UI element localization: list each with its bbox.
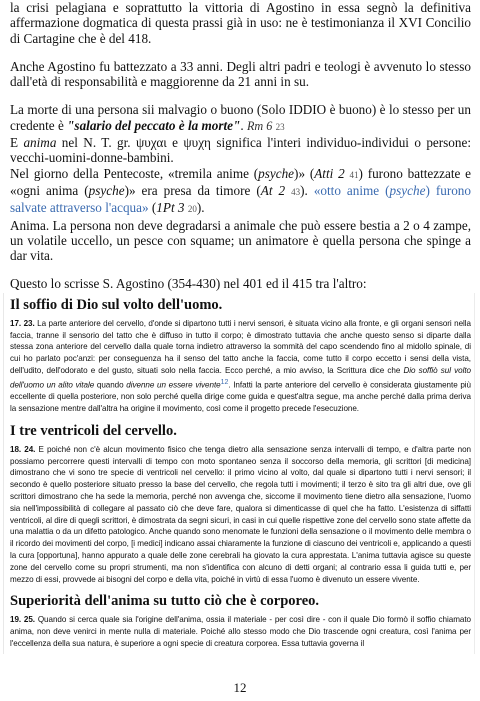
text: ) furono salvate attraverso l'acqua» <box>10 182 471 216</box>
text: )» era presa da timore ( <box>124 182 261 198</box>
word-psyche: psyche <box>88 182 125 198</box>
section-number: 19. 25. <box>10 615 36 625</box>
section-text-superiorita <box>10 614 471 649</box>
paragraph-anima-def: Anima. La persona non deve degradarsi a animale che può essere bestia a 2 o 4 zampe, un volatile uccello, un pesce con squame; un animatore è quella persona che spinge a dar vita. <box>10 217 471 264</box>
quote: Dio soffiò sul volto dell'uomo un alito vitale <box>10 365 471 390</box>
text: ( <box>148 200 157 216</box>
footnote-link[interactable]: 12 <box>220 378 229 386</box>
section-title-soffio: Il soffio di Dio sul volto dell'uomo. <box>10 296 223 313</box>
text: ). <box>300 182 314 198</box>
text: )» ( <box>294 165 315 181</box>
paragraph-pentecoste <box>10 166 471 218</box>
word-psyche: psyche <box>389 182 426 198</box>
paragraph-intro: la crisi pelagiana e soprattutto la vittoria di Agostino in essa segnò la definitiva affermazione dogmatica di questa prassi già in uso: ne è testimonianza il XVI Concilio di Cartagine che è del 418. <box>10 0 471 46</box>
ref-atti: Atti 2 <box>314 165 345 181</box>
section-text-ventricoli <box>10 444 471 586</box>
text: «otto anime ( <box>313 182 390 198</box>
ref-pt: 1Pt 3 <box>156 200 185 216</box>
text: Quando si cerca quale sia l'origine dell'anima, ossia il materiale - per così dire - con il quale Dio formò il soffio chiamato anima, non deve venirci in mente nulla di materiale. Poiché allo stesso modo che Dio trascende ogni creatura, così l'anima per l'eccellenza della sua natura, è superiore a ogni specie di creatura corporea. Essa tuttavia governa il <box>10 615 472 648</box>
ref-atti-verse: 41 <box>349 169 359 180</box>
text: La morte di una persona sii malvagio o buono (Solo IDDIO è buono) è lo stesso per un credente è <box>10 102 471 133</box>
text: ). <box>196 200 205 216</box>
page-number: 12 <box>233 680 247 695</box>
ref-rm-verse: 23 <box>275 121 285 132</box>
word-psyche: psyche <box>258 165 295 181</box>
paragraph-questo: Questo lo scrisse S. Agostino (354-430) nel 401 ed il 415 tra l'altro: <box>10 276 367 292</box>
paragraph-agostino: Anche Agostino fu battezzato a 33 anni. Degli altri padri e teologi è avvenuto lo stesso dall'età di responsabilità e maggiorenne da 21 anni in su. <box>10 58 471 90</box>
quoted-excerpt <box>10 297 471 650</box>
section-title-superiorita: Superiorità dell'anima su tutto ciò che è corporeo. <box>10 593 320 610</box>
section-number: 17. 23. <box>10 318 35 328</box>
paragraph-anima-greek <box>10 135 471 166</box>
text: La parte anteriore del cervello, d'onde si dipartono tutti i nervi sensori, è situata vicino alla fronte, e gli organi sensori nella faccia, tranne il sensorio del tatto che è diffuso in tutto il corpo; è dimostrato tuttavia che anche questo senso si diparte dalla stessa zona anteriore del cervello dalla quale torna indietro attraverso la sommità del capo scendendo fino al midollo spinale, di cui ho parlato poc'anzi: per conseguenza ha il senso del tatto anche la faccia, come tutto il corpo eccetto i sensi della vista, dell'udito, dell'odorato e del gusto, situati solo nella faccia. Ecco perché, a mio avviso, la Scrittura dice che <box>10 318 471 375</box>
ref-at: At 2 <box>260 182 286 198</box>
text: nel N. T. gr. ψυχαι e ψυχη significa l'interi individuo-individui o persone: vecchi-uomini-donne-bambini. <box>10 135 471 166</box>
section-number: 18. 24. <box>10 444 36 454</box>
section-text-soffio <box>10 318 471 415</box>
text: quando <box>94 380 127 390</box>
section-title-ventricoli: I tre ventricoli del cervello. <box>10 422 177 439</box>
text: ) furono battezzate e «ogni anima ( <box>10 165 472 198</box>
quote-salario: "salario del peccato è la morte" <box>67 117 241 133</box>
ref-pt-verse: 20 <box>187 204 197 215</box>
word-anima: anima <box>23 135 57 151</box>
block-morte-anima <box>10 102 471 263</box>
ref-at-verse: 43 <box>291 186 301 197</box>
text: E poiché non c'è alcun movimento fisico che tenga dietro alla sensazione senza intervalli di tempo, e d'altra parte non possiamo percorrere questi intervalli di tempo con moto spontaneo senza il soccorso della memoria, gli scrittori [di medicina] dimostrano che vi sono tre specie di ventricoli nel cervello: il primo vicino al volto, dal quale si dipartono tutti i nervi sensori; il secondo è quello posteriore situato presso la base del cervello, che regola tutti i movimenti; il terzo è sito tra gli altri due, ove gli scrittori dimostrano che ha sede la memoria, perché non avvenga che, siccome il movimento tiene dietro alla sensazione, l'uomo sia nell'impossibilità di collegare al passato ciò che deve fare, qualora si dimenticasse di quel che ha fatto. L'esistenza di siffatti ventricoli, al dire di quegli scrittori, è dimostrata da segni sicuri, in casi in cui quelle rispettive zone del cervello sono state affette da una malattia o da un difetto patologico. Anche quando sono menomate le funzioni della sensazione o il movimento delle membra o il ricordo dei movimenti del corpo, [i medici] indicano assai chiaramente la funzione di ciascuno dei ventricoli e, applicando a questi la cura [opportuna], hanno appurato a quale delle zone cerebrali ha giovato la cura apprestata. L'anima tuttavia agisce su queste zone del cervello come su propri strumenti, ma non s'identifica con alcuno di detti organi; al contrario essa li guida tutti e, per mezzo di essi, provvede ai bisogni del corpo e della vita, poiché in virtù di essa l'uomo è divenuto un essere vivente. <box>10 444 471 584</box>
text: . <box>240 117 247 133</box>
paragraph-morte <box>10 102 471 135</box>
text: Nel giorno della Pentecoste, «tremila anime ( <box>10 165 259 181</box>
text: . Infatti la parte anteriore del cervello è considerata giustamente più eccellente di quella posteriore, non solo perché quella dirige come guida e quest'altra segue, ma anche perché dalla prima deriva la sensazione mentre dall'altra ha origine il movimento, così come il progetto precede l'esecuzione. <box>10 380 472 414</box>
ref-rm: Rm 6 <box>246 118 273 133</box>
quote: divenne un essere vivente <box>126 380 221 390</box>
text: E <box>10 135 24 151</box>
